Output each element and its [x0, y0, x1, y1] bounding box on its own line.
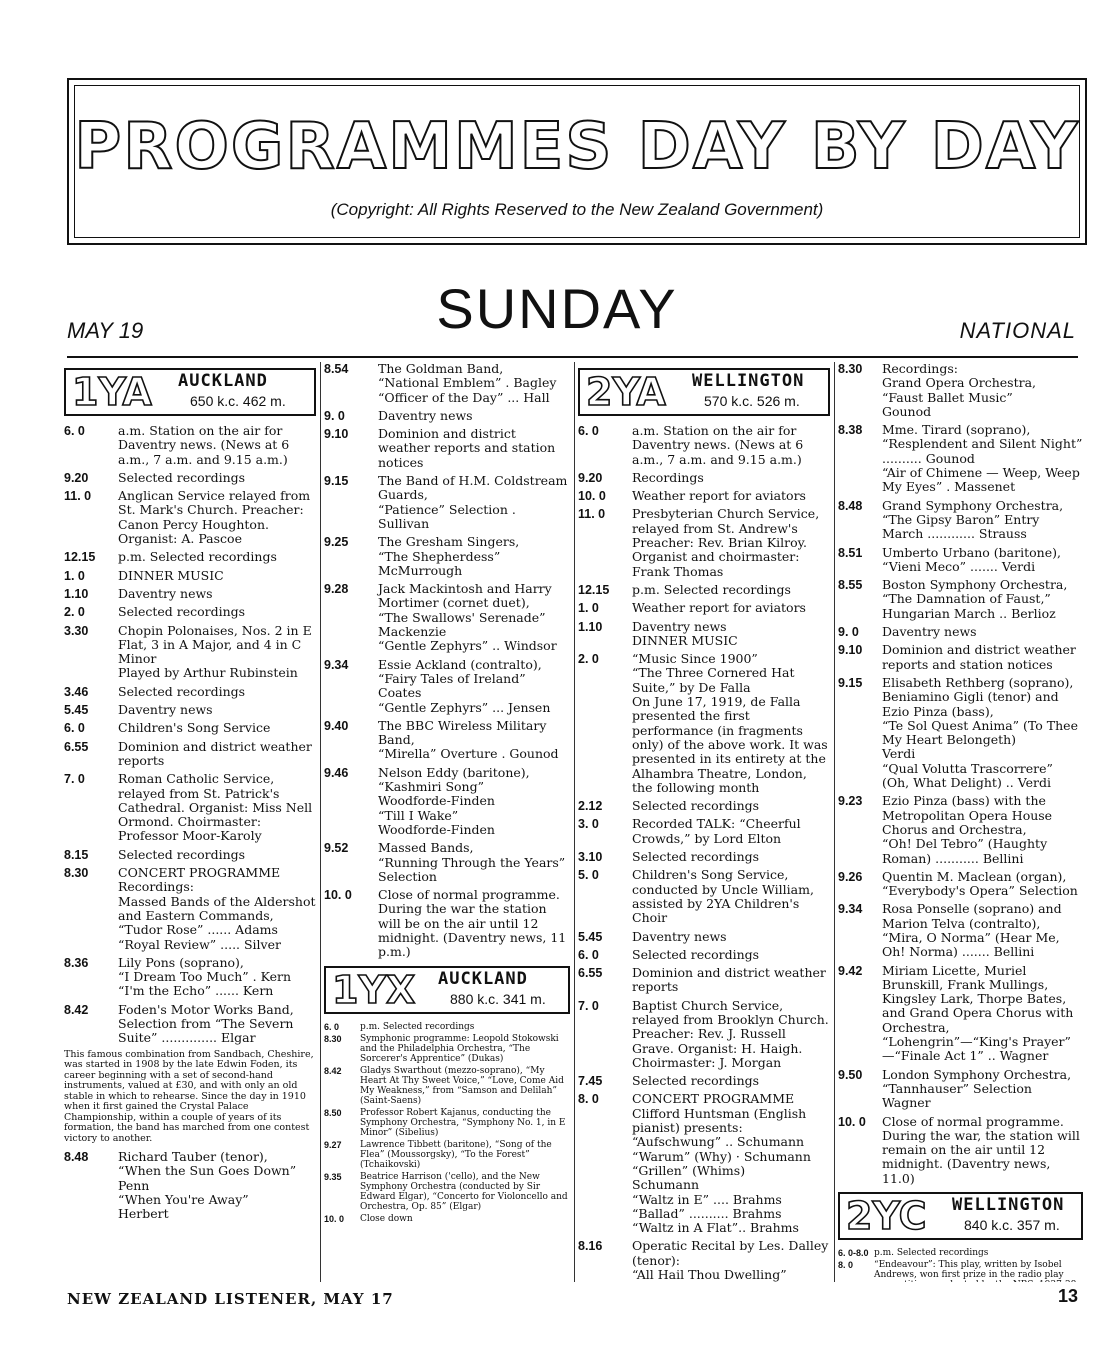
schedule-entry [578, 489, 830, 503]
entry-description: Recorded TALK: “Cheerful Crowds,” by Lord Elton [632, 816, 801, 846]
entry-description: Selected recordings [632, 849, 760, 865]
entry-description: Umberto Urbano (baritone), “Vieni Meco” ....... Verdi [882, 544, 1061, 574]
entry-description: Dominion and district weather reports [118, 738, 312, 768]
page-number: 13 [1057, 1286, 1078, 1306]
schedule-list [64, 1150, 316, 1221]
entry-time: 9.20 [64, 470, 89, 485]
entry-time: 1.10 [578, 619, 603, 634]
station-frequency: 840 k.c. 357 m. [964, 1217, 1060, 1234]
entry-description: “Endeavour”: This play, written by Isobel Andrews, won first prize in the radio play [874, 1260, 1064, 1281]
entry-description: a.m. Station on the air for Daventry news. (News at 6 a.m., 7 a.m. and 9.15 a.m.) [632, 423, 804, 467]
schedule-entry [324, 474, 570, 531]
entry-time: 9.34 [838, 902, 863, 917]
entry-time: 6. 0 [64, 424, 85, 438]
entry-time: 8.16 [578, 1239, 603, 1254]
entry-description: Selected recordings [118, 846, 246, 862]
entry-time: 8.51 [838, 545, 863, 560]
entry-description: Lawrence Tibbett (baritone), “Song of the Flea” (Moussorgsky), “To the Forest” (Tchaikovski) [360, 1139, 552, 1170]
station-name: WELLINGTON [692, 371, 805, 391]
network-label: NATIONAL [959, 318, 1076, 343]
schedule-list-small [838, 1248, 1083, 1282]
entry-time: 10. 0 [838, 1114, 866, 1129]
entry-time: 8.48 [838, 498, 863, 513]
entry-time: 3.10 [578, 850, 603, 865]
entry-description: Grand Symphony Orchestra, “The Gipsy Baron” Entry March ............ Strauss [882, 497, 1064, 542]
schedule-entry [578, 868, 830, 925]
entry-time: 9.15 [838, 675, 863, 690]
station-logo: 1YA [72, 370, 152, 414]
entry-time: 6. 0 [64, 721, 85, 736]
entry-description: Boston Symphony Orchestra, “The Damnation of Faust,” Hungarian March .. Berlioz [882, 577, 1068, 621]
entry-description: Lily Pons (soprano), “I Dream Too Much” . Kern “I'm the Echo” ...... Kern [118, 954, 292, 999]
entry-description: Anglican Service relayed from St. Mark's Church. Preacher: Canon Percy Houghton. Organist: A. Pascoe [118, 488, 311, 547]
entry-description: Selected recordings [632, 946, 760, 962]
station-logo: 2YA [586, 370, 666, 414]
schedule-entry [578, 471, 830, 485]
entry-time: 9.42 [838, 963, 863, 978]
entry-description: Mme. Tirard (soprano), “Resplendent and Silent Night” .......... Gounod “Air of Chimene — Weep, Weep My Eyes” . Massenet [882, 422, 1083, 495]
schedule-entry [838, 499, 1083, 542]
schedule-entry [324, 1034, 570, 1064]
schedule-entry [64, 866, 316, 952]
date-label: MAY 19 [67, 318, 144, 343]
entry-description: Beatrice Harrison ('cello), and the New Symphony Orchestra (conducted by Sir Edward Elgar), “Concerto for Violoncello and Orchestra, Op. 85” (Elgar) [360, 1171, 568, 1212]
entry-time: 6.55 [64, 739, 89, 754]
schedule-entry [64, 1003, 316, 1046]
entry-description: Selected recordings [118, 604, 246, 620]
schedule-entry [838, 794, 1083, 865]
schedule-list [324, 362, 570, 960]
entry-time: 9.10 [324, 427, 349, 442]
entry-description: The BBC Wireless Military Band, “Mirella” Overture . Gounod [378, 717, 559, 762]
entry-description: Selected recordings [632, 798, 760, 814]
station-logo: 2YC [846, 1194, 927, 1239]
entry-description: Daventry news DINNER MUSIC [632, 618, 738, 648]
entry-time: 8.30 [324, 1033, 342, 1044]
entry-time: 9.25 [324, 535, 349, 550]
schedule-entry [324, 362, 570, 405]
entry-time: 5.45 [64, 703, 89, 718]
entry-time: 8.30 [64, 866, 89, 881]
schedule-entry [578, 948, 830, 962]
schedule-entry [578, 966, 830, 995]
entry-time: 7.45 [578, 1074, 603, 1089]
entry-description: Selected recordings [118, 683, 246, 699]
schedule-entry [578, 1239, 830, 1282]
entry-description: Ezio Pinza (bass) with the Metropolitan Opera House Chorus and Orchestra, “Oh! Del Tebro” (Haughty Roman) ........... Bellini [882, 793, 1053, 866]
schedule-entry [324, 841, 570, 884]
entry-time: 6. 0 [324, 1021, 340, 1032]
schedule-entry [64, 489, 316, 546]
entry-time: 5. 0 [578, 868, 599, 883]
entry-time: 1.10 [64, 586, 89, 601]
entry-time: 9. 0 [838, 625, 859, 640]
entry-description: Baptist Church Service, relayed from Brooklyn Church. Preacher: Rev. J. Russell Grave. Organist: H. Haigh. Choirmaster: J. Morgan [632, 997, 829, 1070]
entry-time: 2.12 [578, 799, 603, 814]
entry-description: Children's Song Service [118, 720, 271, 736]
schedule-list-small [324, 1022, 570, 1224]
schedule-entry [64, 740, 316, 769]
entry-description: Dominion and district weather reports and station notices [378, 426, 556, 470]
entry-description: Daventry news [378, 407, 473, 423]
entry-description: Weather report for aviators [632, 600, 806, 616]
schedule-entry [838, 1248, 1083, 1258]
banner-title: PROGRAMMES DAY BY DAY [74, 110, 1080, 184]
schedule-entry [838, 362, 1083, 419]
entry-description: CONCERT PROGRAMME Clifford Huntsman (English pianist) presents: “Aufschwung” .. Schumann “Warum” (Why) · Schumann “Grillen” (Whims) Schumann “Waltz in E” .... Brahms “Ballad” .......... Brahms “Waltz in A Flat”.. Brahms [632, 1091, 811, 1236]
schedule-entry [838, 625, 1083, 639]
entry-description: CONCERT PROGRAMME Recordings: Massed Bands of the Aldershot and Eastern Commands, “Tudor Rose” ...... Adams “Royal Review” ..... Silver [118, 865, 316, 952]
column-2 [324, 362, 570, 1282]
schedule-entry [578, 507, 830, 578]
entry-description: Rosa Ponselle (soprano) and Marion Telva (contralto), “Mira, O Norma” (Hear Me, Oh! Norma) ....... Bellini [882, 901, 1062, 960]
column-divider [320, 362, 321, 1282]
entry-description: Dominion and district weather reports [632, 965, 826, 995]
entry-description: Daventry news [118, 702, 213, 718]
schedule-entry [64, 1150, 316, 1221]
entry-time: 9.28 [324, 582, 349, 597]
column-1 [64, 362, 316, 1282]
entry-time: 2. 0 [578, 652, 599, 667]
schedule-entry [838, 964, 1083, 1064]
entry-description: Close of normal programme. During the war the station will be on the air until 12 midnight. (Daventry news, 11 p.m.) [378, 887, 567, 960]
column-4 [838, 362, 1083, 1282]
entry-time: 9.10 [838, 643, 863, 658]
station-frequency: 880 k.c. 341 m. [450, 990, 546, 1007]
entry-description: Foden's Motor Works Band, Selection from “The Severn Suite” .............. Elgar [118, 1001, 294, 1046]
schedule-list [64, 424, 316, 1046]
schedule-entry [578, 999, 830, 1070]
programme-note: This famous combination from Sandbach, Cheshire, was started in 1908 by the late Edwin Foden, its career beginning with a set of second-hand instruments, valued at £30, and with only an old stable in which to rehearse. Since the day in 1910 when it first gained the Crystal Palace Championship, within a couple of years of its formation, the band has marched from one contest victory to another. [64, 1048, 314, 1144]
entry-description: Weather report for aviators [632, 488, 806, 504]
entry-description: Chopin Polonaises, Nos. 2 in E Flat, 3 in A Major, and 4 in C Minor Played by Arthur Rubinstein [118, 622, 312, 681]
entry-time: 8. 0 [838, 1260, 854, 1271]
entry-time: 3.30 [64, 623, 89, 638]
schedule-entry [838, 546, 1083, 575]
schedule-entry [64, 569, 316, 583]
station-box-1yx [324, 966, 570, 1014]
schedule-entry [324, 658, 570, 715]
schedule-entry [578, 817, 830, 846]
entry-description: Recordings: Grand Opera Orchestra, “Faust Ballet Music” Gounod [882, 362, 1036, 419]
entry-time: 12.15 [578, 582, 610, 597]
schedule-entry [838, 1068, 1083, 1111]
entry-description: Essie Ackland (contralto), “Fairy Tales of Ireland” Coates “Gentle Zephyrs” ... Jensen [378, 656, 551, 715]
entry-description: a.m. Station on the air for Daventry news. (News at 6 a.m., 7 a.m. and 9.15 a.m.) [118, 423, 290, 467]
schedule-entry [578, 583, 830, 597]
schedule-entry [64, 605, 316, 619]
entry-time: 7. 0 [64, 772, 85, 787]
schedule-entry [64, 721, 316, 735]
schedule-entry [578, 1092, 830, 1235]
schedule-entry [64, 772, 316, 843]
entry-time: 8.30 [838, 362, 863, 376]
schedule-entry [324, 1066, 570, 1106]
station-name: AUCKLAND [178, 371, 268, 391]
entry-time: 6. 0-8.0 [838, 1248, 869, 1259]
entry-description: London Symphony Orchestra, “Tannhauser” Selection Wagner [882, 1066, 1072, 1111]
entry-description: Nelson Eddy (baritone), “Kashmiri Song” Woodforde-Finden “Till I Wake” Woodforde-Finden [378, 764, 530, 837]
schedule-entry [64, 685, 316, 699]
schedule-entry [64, 587, 316, 601]
entry-time: 6.55 [578, 966, 603, 981]
station-name: WELLINGTON [952, 1195, 1065, 1216]
entry-time: 9.15 [324, 474, 349, 489]
entry-time: 8.55 [838, 578, 863, 593]
schedule-entry [578, 601, 830, 615]
schedule-entry [838, 1115, 1083, 1186]
schedule-entry [64, 624, 316, 681]
entry-time: 8.42 [324, 1065, 342, 1076]
entry-time: 1. 0 [64, 568, 85, 583]
schedule-entry [578, 799, 830, 813]
entry-description: Presbyterian Church Service, relayed from St. Andrew's Preacher: Rev. Brian Kilroy. Organist and choirmaster: Frank Thomas [632, 506, 820, 579]
schedule-list [838, 362, 1083, 1186]
schedule-entry [64, 956, 316, 999]
entry-time: 9.34 [324, 657, 349, 672]
entry-description: Quentin M. Maclean (organ), “Everybody's Opera” Selection [882, 868, 1078, 899]
schedule-entry [838, 643, 1083, 672]
entry-description: Selected recordings [632, 1073, 760, 1089]
header-rule [67, 356, 1078, 358]
schedule-entry [578, 652, 830, 795]
schedule-entry [324, 1140, 570, 1170]
entry-time: 6. 0 [578, 947, 599, 962]
entry-time: 11. 0 [578, 507, 606, 522]
column-divider [574, 362, 575, 1282]
entry-time: 8.42 [64, 1002, 89, 1017]
station-box-2ya [578, 368, 830, 416]
schedule-entry [324, 1172, 570, 1212]
schedule-entry [578, 424, 830, 467]
entry-description: p.m. Selected recordings [874, 1248, 989, 1259]
entry-description: DINNER MUSIC [118, 567, 224, 583]
entry-description: Elisabeth Rethberg (soprano), Beniamino Gigli (tenor) and Ezio Pinza (bass), “Te Sol Quest Anima” (To Thee My Heart Belongeth) Verdi “Qual Volutta Trascorrere” (Oh, What Delight) .. Verdi [882, 674, 1078, 791]
entry-time: 9.46 [324, 765, 349, 780]
entry-time: 10. 0 [578, 489, 606, 504]
entry-time: 10. 0 [324, 1213, 345, 1224]
entry-description: Roman Catholic Service, relayed from St. Patrick's Cathedral. Organist: Miss Nell Ormond. Choirmaster: Professor Moor-Karoly [118, 771, 313, 844]
column-divider [834, 362, 835, 1282]
entry-time: 5.45 [578, 929, 603, 944]
schedule-list [578, 424, 830, 1282]
station-frequency: 570 k.c. 526 m. [704, 393, 800, 409]
entry-time: 8. 0 [578, 1092, 599, 1107]
schedule-entry [324, 1108, 570, 1138]
entry-description: p.m. Selected recordings [360, 1021, 475, 1032]
entry-description: Miriam Licette, Muriel Brunskill, Frank Mullings, Kingsley Lark, Thorpe Bates, and Grand Opera Chorus with Orchestra, “Lohengrin”—“King's Prayer” —“Finale Act 1” .. Wagner [882, 962, 1074, 1064]
schedule-entry [324, 409, 570, 423]
station-box-1ya [64, 368, 316, 416]
schedule-entry [324, 766, 570, 837]
station-box-2yc [838, 1192, 1083, 1240]
schedule-entry [838, 578, 1083, 621]
schedule-entry [324, 719, 570, 762]
header-banner [67, 78, 1087, 245]
entry-description: Jack Mackintosh and Harry Mortimer (cornet duet), “The Swallows' Serenade” Mackenzie “Gentle Zephyrs” .. Windsor [378, 581, 557, 654]
entry-time: 8.48 [64, 1150, 89, 1165]
entry-description: Selected recordings [118, 469, 246, 485]
entry-time: 9.52 [324, 841, 349, 856]
banner-subtitle: (Copyright: All Rights Reserved to the New Zealand Government) [330, 200, 824, 219]
schedule-entry [838, 423, 1083, 494]
schedule-entry [64, 848, 316, 862]
schedule-entry [64, 424, 316, 467]
entry-description: Operatic Recital by Les. Dalley (tenor): “All Hail Thou Dwelling” [632, 1238, 829, 1282]
entry-time: 1. 0 [578, 601, 599, 616]
entry-description: “Music Since 1900” “The Three Cornered Hat Suite,” by De Falla On June 17, 1919, de Falla presented the first performance (in fragments only) of the above work. It was presented in its entirety at the Alhambra Theatre, London, the following month [632, 651, 828, 795]
schedule-entry [324, 888, 570, 959]
entry-time: 8.38 [838, 423, 863, 438]
entry-description: Symphonic programme: Leopold Stokowski and the Philadelphia Orchestra, “The Sorcerer's Apprentice” (Dukas) [360, 1033, 559, 1064]
schedule-entry [838, 1260, 1083, 1282]
entry-time: 9.40 [324, 718, 349, 733]
entry-time: 8.36 [64, 955, 89, 970]
schedule-entry [578, 1074, 830, 1088]
entry-description: Recordings [632, 469, 704, 485]
entry-description: Daventry news [632, 928, 727, 944]
entry-time: 10. 0 [324, 888, 352, 903]
schedule-entry [324, 1214, 570, 1224]
day-title: SUNDAY [436, 277, 678, 340]
entry-time: 11. 0 [64, 489, 92, 504]
schedule-entry [64, 471, 316, 485]
entry-description: Professor Robert Kajanus, conducting the Symphony Orchestra, “Symphony No. 1, in E Minor” (Sibelius) [360, 1107, 566, 1138]
station-logo: 1YX [332, 967, 416, 1012]
entry-description: p.m. Selected recordings [118, 549, 277, 565]
entry-description: The Gresham Singers, “The Shepherdess” McMurrough [378, 534, 520, 578]
schedule-entry [324, 427, 570, 470]
schedule-entry [324, 582, 570, 653]
schedule-entry [578, 930, 830, 944]
entry-time: 12.15 [64, 550, 96, 565]
entry-time: 9.35 [324, 1171, 342, 1182]
entry-description: p.m. Selected recordings [632, 581, 791, 597]
entry-description: Close of normal programme. During the war, the station will remain on the air until 12 midnight. (Daventry news, 11.0) [882, 1113, 1080, 1186]
station-frequency: 650 k.c. 462 m. [190, 393, 286, 409]
schedule-entry [838, 676, 1083, 790]
station-name: AUCKLAND [438, 968, 528, 989]
entry-description: Gladys Swarthout (mezzo-soprano), “My Heart At Thy Sweet Voice,” “Love, Come Aid My Weakness,” from “Samson and Delilah” (Saint-Saens) [360, 1065, 564, 1106]
entry-time: 7. 0 [578, 998, 599, 1013]
column-3 [578, 362, 830, 1282]
entry-time: 9.50 [838, 1067, 863, 1082]
schedule-entry [578, 850, 830, 864]
schedule-entry [64, 703, 316, 717]
entry-description: Massed Bands, “Running Through the Years” Selection [378, 840, 566, 884]
entry-time: 2. 0 [64, 605, 85, 620]
entry-time: 9.20 [578, 470, 603, 485]
schedule-entry [578, 620, 830, 649]
entry-description: Richard Tauber (tenor), “When the Sun Goes Down” Penn “When You're Away” Herbert [118, 1149, 297, 1222]
entry-time: 3. 0 [578, 817, 599, 832]
entry-time: 9.23 [838, 794, 863, 809]
entry-description: Dominion and district weather reports and station notices [882, 642, 1076, 672]
schedule-entry [324, 1022, 570, 1032]
schedule-entry [838, 902, 1083, 959]
entry-description: Daventry news [882, 624, 977, 640]
entry-time: 9.26 [838, 869, 863, 884]
schedule-entry [64, 550, 316, 564]
entry-description: Children's Song Service, conducted by Uncle William, assisted by 2YA Children's Choir [632, 867, 814, 926]
entry-description: Close down [360, 1213, 413, 1224]
entry-time: 8.54 [324, 362, 349, 376]
entry-time: 9. 0 [324, 408, 345, 423]
schedule-entry [838, 870, 1083, 899]
entry-time: 8.50 [324, 1107, 342, 1118]
entry-time: 6. 0 [578, 424, 599, 438]
entry-time: 9.27 [324, 1139, 342, 1150]
entry-time: 3.46 [64, 684, 89, 699]
footer-publication: NEW ZEALAND LISTENER, MAY 17 [67, 1290, 394, 1308]
schedule-entry [324, 535, 570, 578]
entry-time: 8.15 [64, 847, 89, 862]
entry-description: The Goldman Band, “National Emblem” . Bagley “Officer of the Day” ... Hall [378, 362, 557, 405]
entry-description: The Band of H.M. Coldstream Guards, “Patience” Selection . Sullivan [378, 473, 568, 531]
entry-description: Daventry news [118, 585, 213, 601]
